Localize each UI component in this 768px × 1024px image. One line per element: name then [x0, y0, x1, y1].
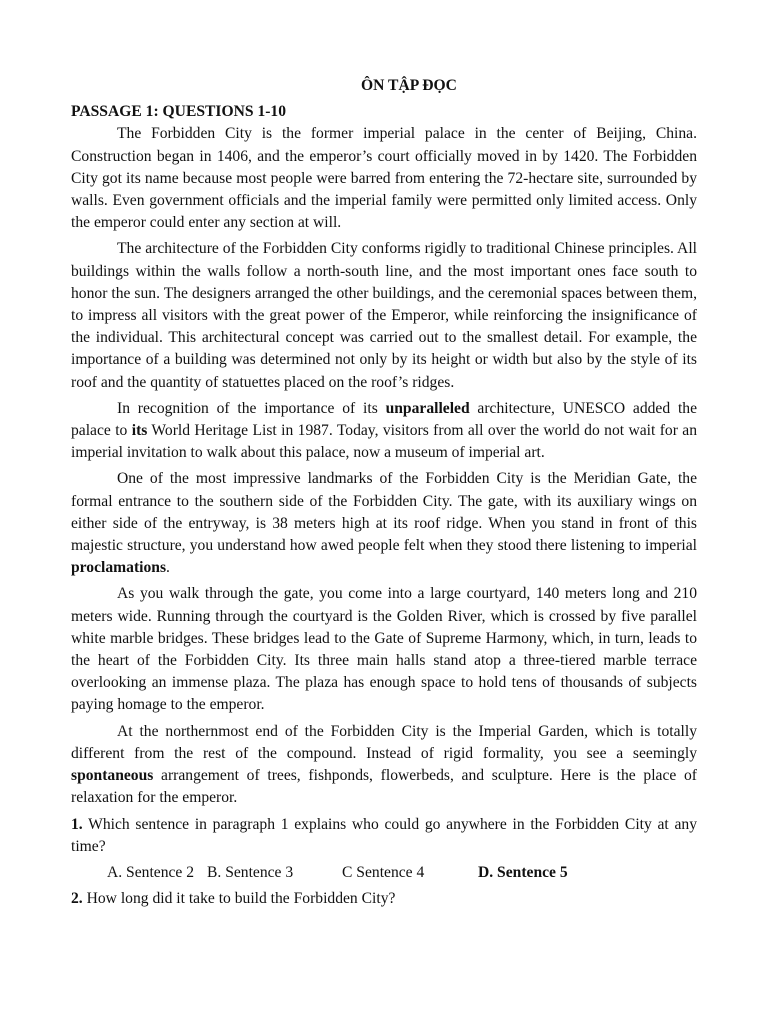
document-page [71, 75, 697, 914]
paragraph-6 [71, 721, 697, 810]
option-c: C Sentence 4 [342, 863, 425, 881]
question-1-number: 1. [71, 815, 83, 833]
paragraph-3-text-2: architecture, UNESCO added the palace to [71, 399, 698, 440]
paragraph-4-text-2: . [166, 559, 170, 577]
question-2-number: 2. [71, 890, 83, 908]
option-d-answer: D. Sentence 5 [478, 863, 568, 881]
document-title: ÔN TẬP ĐỌC [361, 77, 457, 94]
bold-word-unparalleled: unparalleled [385, 399, 470, 417]
paragraph-1: The Forbidden City is the former imperial palace in the center of Beijing, China. Construction began in 1406, and the emperor’s court officially moved in by 1420. The Forbidden City got its name because most people were barred from entering the 72-hectare site, surrounded by walls. Even government officials and the imperial family were permitted only limited access. Only the emperor could enter any section at will. [71, 125, 697, 232]
paragraph-3 [71, 398, 697, 465]
bold-word-proclamations: proclamations [71, 559, 167, 577]
question-1 [71, 814, 697, 858]
bold-word-its: its [131, 422, 148, 440]
question-1-options [71, 862, 697, 884]
question-2-text: How long did it take to build the Forbidden City? [82, 890, 396, 908]
paragraph-6-text-2: arrangement of trees, fishponds, flowerbeds, and sculpture. Here is the place of relaxation for the emperor. [71, 767, 697, 807]
option-a: A. Sentence 2 [107, 863, 195, 881]
passage-heading: PASSAGE 1: QUESTIONS 1-10 [71, 103, 287, 121]
paragraph-4-text-1: One of the most impressive landmarks of the Forbidden City is the Meridian Gate, the formal entrance to the southern side of the Forbidden City. The gate, with its auxiliary wings on either side of the entryway, is 38 meters high at its roof ridge. When you stand in front of this majestic structure, you understand how awed people felt when they stood there listening to imperial [71, 470, 697, 555]
paragraph-6-text-1: At the northernmost end of the Forbidden City is the Imperial Garden, which is totally different from the rest of the compound. Instead of rigid formality, you see a seemingly [71, 722, 697, 762]
option-b: B. Sentence 3 [207, 863, 294, 881]
paragraph-5: As you walk through the gate, you come into a large courtyard, 140 meters long and 210 meters wide. Running through the courtyard is the Golden River, which is crossed by five parallel white marble bridges. These bridges lead to the Gate of Supreme Harmony, which, in turn, leads to the heart of the Forbidden City. Its three main halls stand atop a three-tiered marble terrace overlooking an immense plaza. The plaza has enough space to hold tens of thousands of subjects paying homage to the emperor. [71, 585, 697, 714]
bold-word-spontaneous: spontaneous [71, 767, 154, 785]
paragraph-3-text-3: World Heritage List in 1987. Today, visitors from all over the world do not wait for an imperial invitation to walk about this palace, now a museum of imperial art. [71, 422, 697, 462]
paragraph-3-text-1: In recognition of the importance of its [117, 399, 386, 417]
question-1-text: Which sentence in paragraph 1 explains who could go anywhere in the Forbidden City at any time? [71, 815, 697, 855]
question-2 [71, 888, 697, 910]
paragraph-4 [71, 468, 697, 579]
paragraph-2: The architecture of the Forbidden City conforms rigidly to traditional Chinese principles. All buildings within the walls follow a north-south line, and the most important ones face south to honor the sun. The designers arranged the other buildings, and the ceremonial spaces between them, to impress all visitors with the great power of the Emperor, while reinforcing the insignificance of the individual. This architectural concept was carried out to the smallest detail. For example, the importance of a building was determined not only by its height or width but also by the style of its roof and the quantity of statuettes placed on the roof’s ridges. [71, 240, 697, 391]
